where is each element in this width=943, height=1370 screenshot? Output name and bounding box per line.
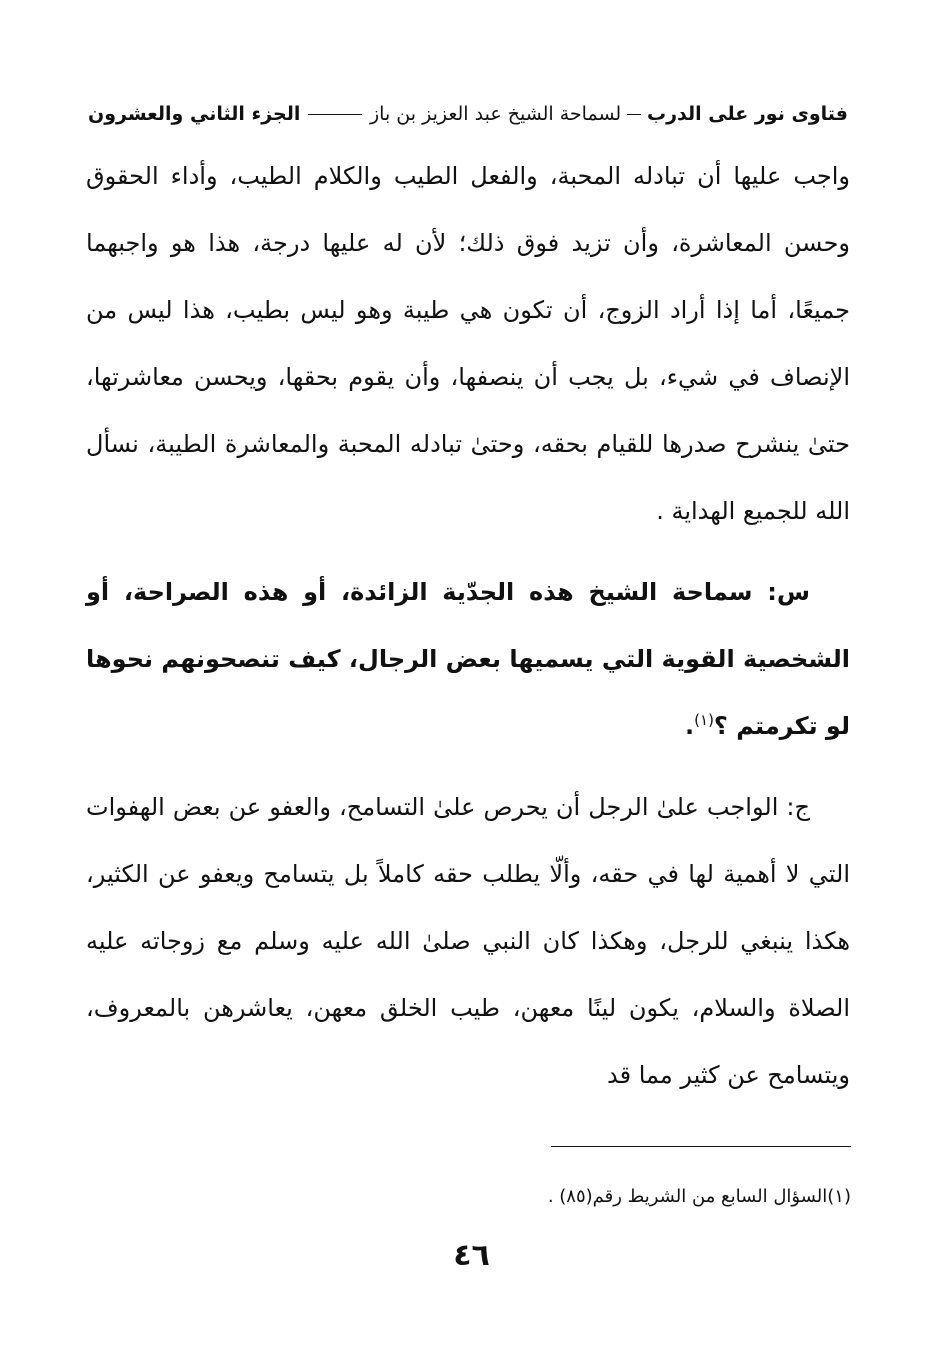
answer-paragraph: ج: الواجب علىٰ الرجل أن يحرص علىٰ التسامح، والعفو عن بعض الهفوات التي لا أهمية لها في حقه، وألّا يطلب حقه كاملاً بل يتسامح ويعفو عن الكثير، هكذا ينبغي للرجل، وهكذا كان النبي صلىٰ الله عليه وسلم مع زوجاته عليه الصلاة والسلام، يكون لينًا معهن، طيب الخلق معهن، يعاشرهن بالمعروف، ويتسامح عن كثير مما قد — [86, 793, 850, 1089]
footnote: (١)السؤال السابع من الشريط رقم(٨٥) . — [547, 1186, 851, 1207]
header-series-title: فتاوى نور على الدرب — [647, 103, 848, 125]
question-text: س: سماحة الشيخ هذه الجدّية الزائدة، أو هذه الصراحة، أو الشخصية القوية التي يسميها بعض الرجال، كيف تنصحونهم نحوها لو تكرمتم ؟ — [86, 578, 850, 740]
footnote-divider — [551, 1146, 851, 1147]
question-paragraph — [86, 559, 850, 760]
footnote-reference[interactable]: (١) — [694, 711, 714, 729]
header-author: لسماحة الشيخ عبد العزيز بن باز — [370, 103, 622, 125]
question-end: . — [685, 712, 695, 740]
continued-paragraph: واجب عليها أن تبادله المحبة، والفعل الطيب والكلام الطيب، وأداء الحقوق وحسن المعاشرة، وأن تزيد فوق ذلك؛ لأن له عليها درجة، هذا هو واجبهما جميعًا، أما إذا أراد الزوج، أن تكون هي طيبة وهو ليس بطيب، هذا ليس من الإنصاف في شيء، بل يجب أن ينصفها، وأن يقوم بحقها، ويحسن معاشرتها، حتىٰ ينشرح صدرها للقيام بحقه، وحتىٰ تبادله المحبة والمعاشرة الطيبة، نسأل الله للجميع الهداية . — [86, 162, 850, 525]
header-dash-short — [627, 114, 641, 115]
body-text — [86, 143, 850, 1109]
header-dash-long — [308, 114, 362, 115]
header-part-title: الجزء الثاني والعشرون — [88, 103, 301, 125]
running-header — [88, 103, 848, 125]
page-number: ٤٦ — [453, 1238, 490, 1273]
